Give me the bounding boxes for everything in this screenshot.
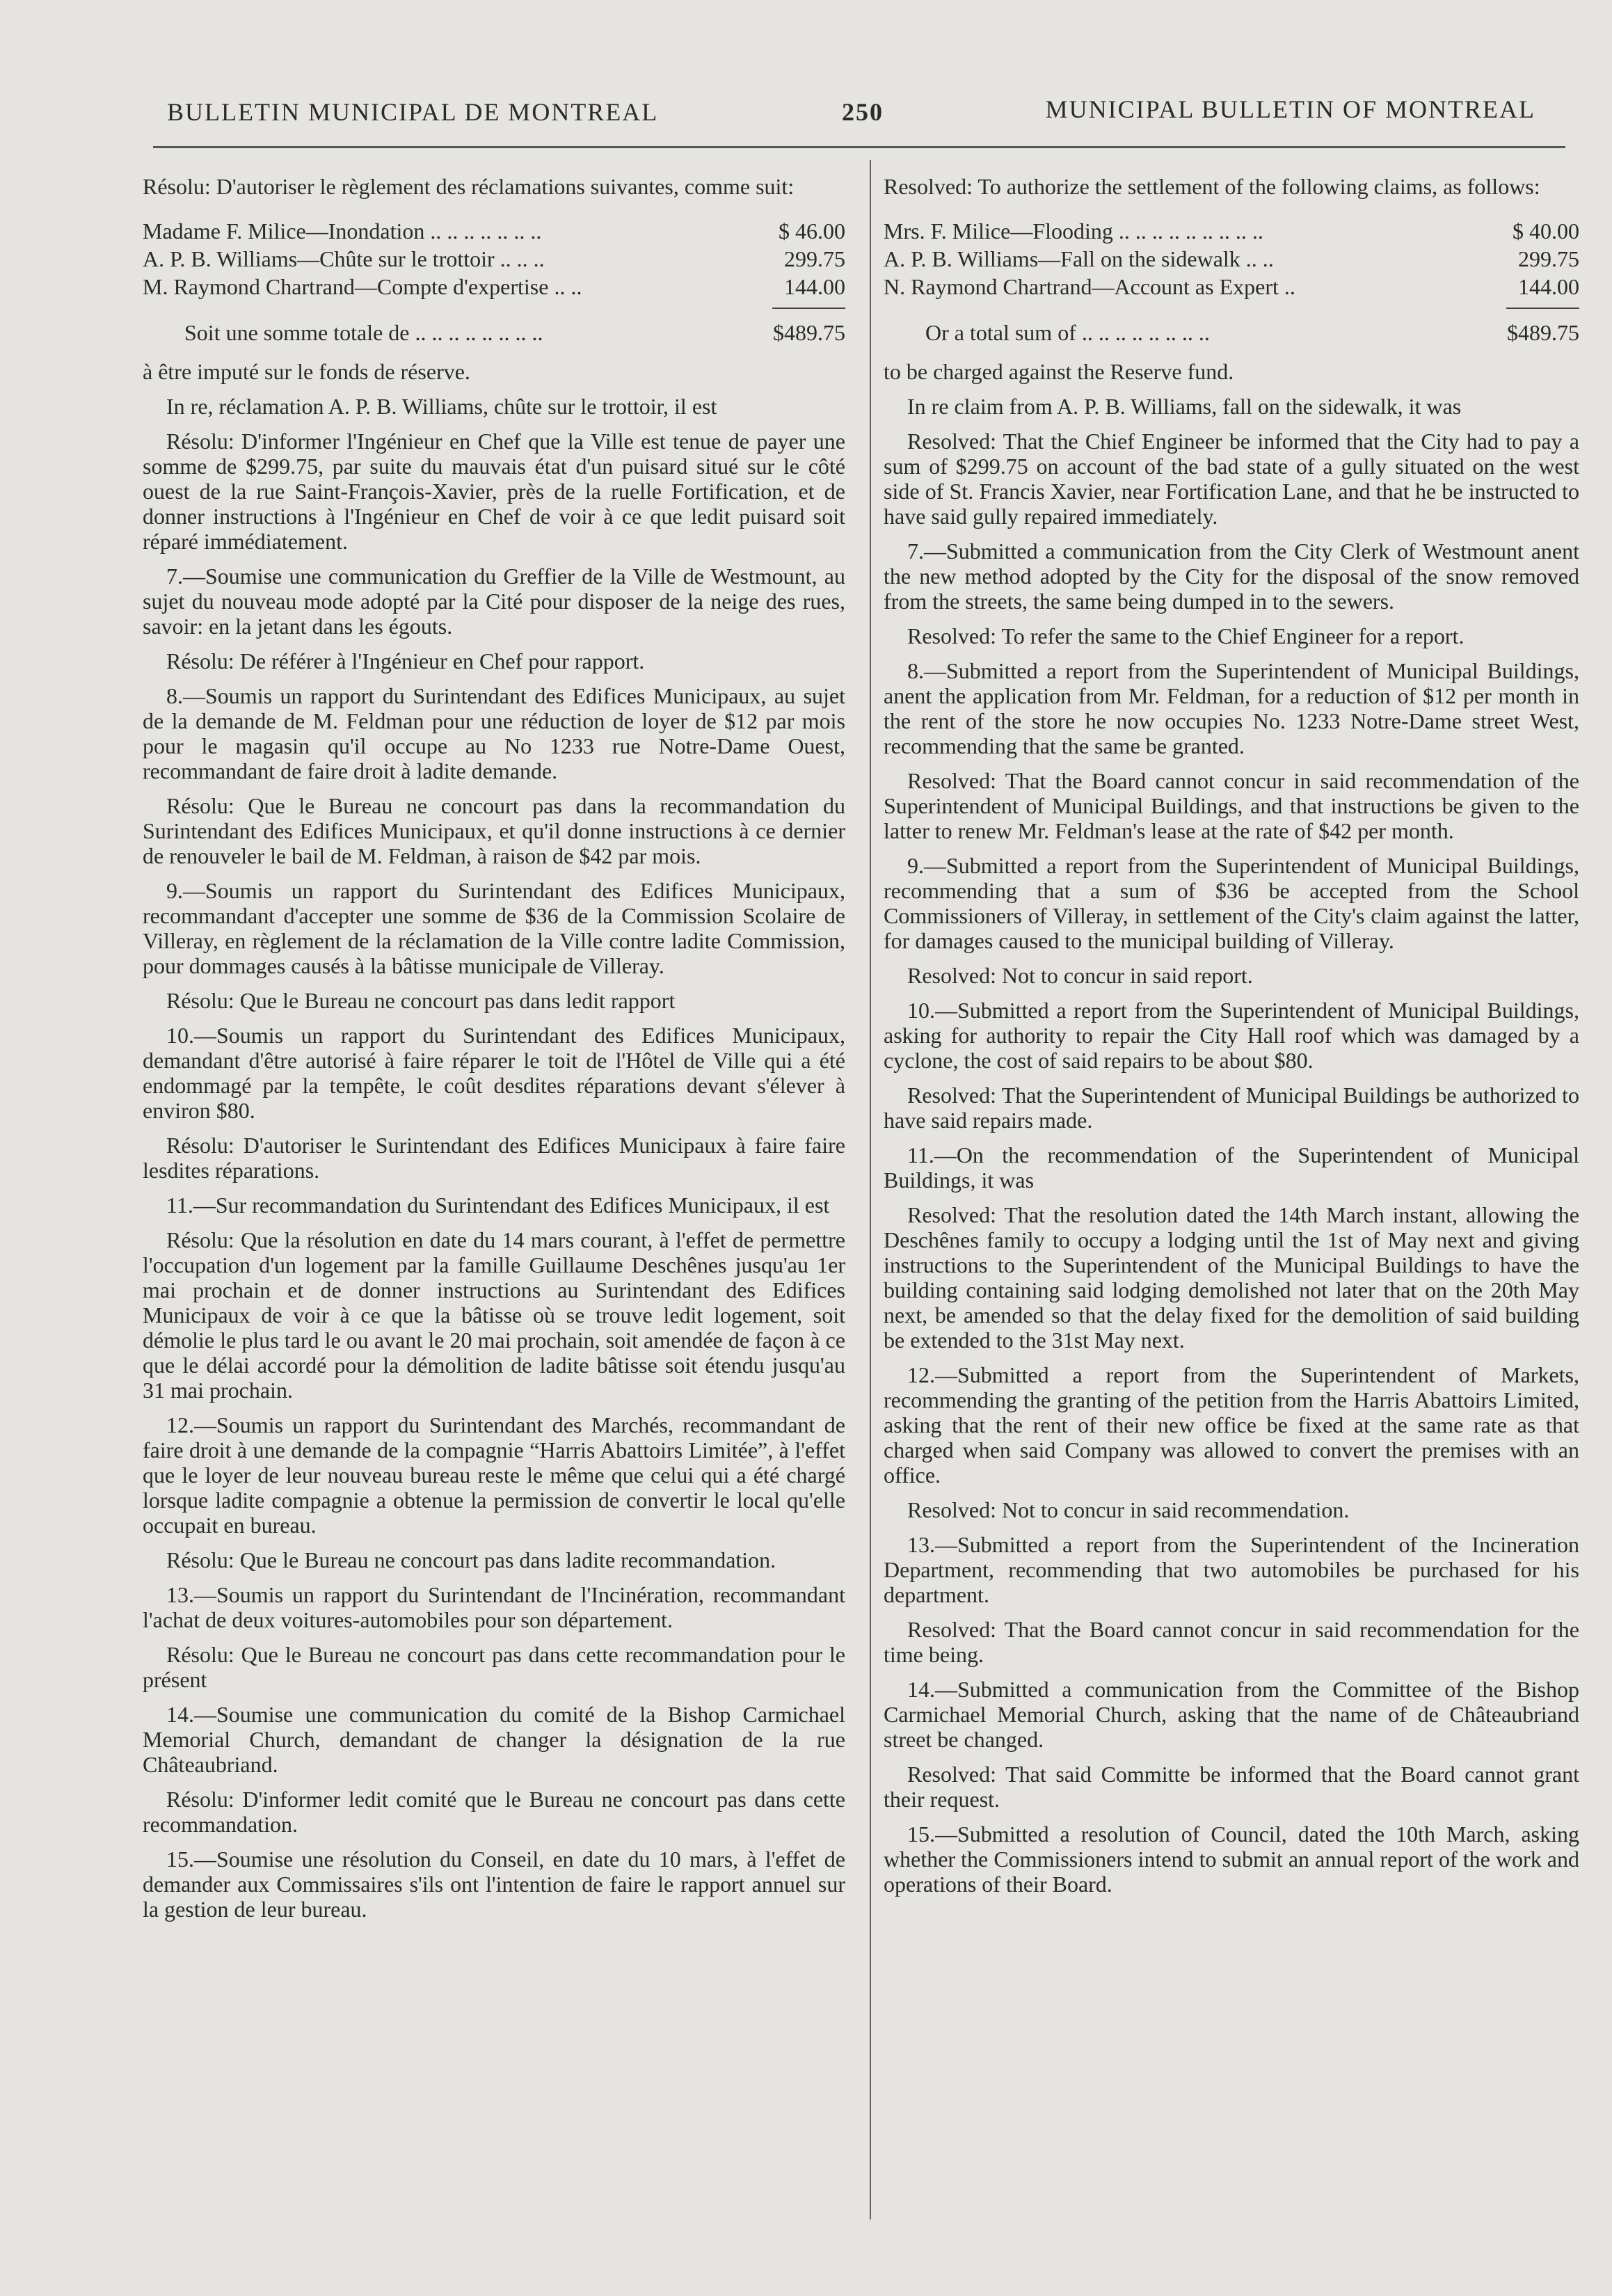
paragraph: 8.—Submitted a report from the Superintendent of Municipal Buildings, anent the application from Mr. Feldman, for a reduction of $12 per month in the rent of the store he now occupies No. 1233 Notre-Dame street West, recommending that the same be granted.: [884, 658, 1579, 758]
paragraph: Resolved: That said Committe be informed that the Board cannot grant their request.: [884, 1762, 1579, 1812]
paragraph: 10.—Submitted a report from the Superintendent of Municipal Buildings, asking for authority to repair the City Hall roof which was damaged by a cyclone, the cost of said repairs to be about $80.: [884, 998, 1579, 1073]
claim-amount: 299.75: [784, 246, 845, 271]
header-french-title: BULLETIN MUNICIPAL DE MONTREAL: [167, 98, 659, 126]
claim-row: [143, 218, 845, 246]
paragraph: 13.—Submitted a report from the Superintendent of the Incineration Department, recommending that two automobiles be purchased for his department.: [884, 1532, 1579, 1607]
claim-name: M. Raymond Chartrand—Compte d'expertise .. ..: [143, 274, 582, 299]
claims-total-row: [884, 320, 1579, 352]
paragraph: 13.—Soumis un rapport du Surintendant de l'Incinération, recommandant l'achat de deux voitures-automobiles pour son département.: [143, 1582, 845, 1632]
paragraph: 7.—Submitted a communication from the City Clerk of Westmount anent the new method adopted by the City for the disposal of the snow removed from the streets, the same being dumped in to the sewers.: [884, 539, 1579, 614]
paragraph: Resolved: Not to concur in said recommendation.: [907, 1497, 1350, 1522]
claims-table: [884, 218, 1579, 352]
paragraph: Résolu: Que la résolution en date du 14 mars courant, à l'effet de permettre l'occupation d'un logement par la famille Guillaume Deschênes jusqu'au 1er mai prochain et de donner instructions au Surintendant des Edifices Municipaux de voir à ce que la bâtisse où se trouve ledit logement, soit démolie le plus tard le ou avant le 20 mai prochain, soit amendée de façon à ce que le délai accordé pour la démolition de ladite bâtisse soit étendu jusqu'au 31 mai prochain.: [143, 1227, 845, 1403]
total-amount: $489.75: [773, 320, 845, 345]
total-amount: $489.75: [1507, 320, 1579, 345]
claim-name: A. P. B. Williams—Chûte sur le trottoir .. .. ..: [143, 246, 545, 271]
claims-intro: Resolved: To authorize the settlement of the following claims, as follows:: [884, 174, 1540, 199]
paragraph: Resolved: That the Board cannot concur in said recommendation of the Superintendent of Municipal Buildings, and that instructions be given to the latter to renew Mr. Feldman's lease at the rate of $42 per month.: [884, 768, 1579, 843]
claim-row: [884, 246, 1579, 274]
claim-amount: $ 46.00: [779, 218, 845, 244]
paragraph: Résolu: Que le Bureau ne concourt pas dans la recommandation du Surintendant des Edifices Municipaux, et qu'il donne instructions à ce dernier de renouveler le bail de M. Feldman, à raison de $42 par mois.: [143, 793, 845, 868]
paragraph: Resolved: That the resolution dated the 14th March instant, allowing the Deschênes family to occupy a lodging until the 1st of May next and giving instructions to the Superintendent of the Municipal Buildings to have the building containing said lodging demolished not later that on the 20th May next, be amended so that the delay fixed for the demolition of said building be extended to the 31st May next.: [884, 1202, 1579, 1353]
paragraph: Résolu: Que le Bureau ne concourt pas dans ledit rapport: [166, 988, 676, 1013]
paragraph: Resolved: That the Chief Engineer be informed that the City had to pay a sum of $299.75 on account of the bad state of a gully situated on the west side of St. Francis Xavier, near Fortification Lane, and that he be instructed to have said gully repaired immediately.: [884, 429, 1579, 529]
claims-table: [143, 218, 845, 352]
total-rule: [772, 308, 845, 314]
paragraph: 10.—Soumis un rapport du Surintendant des Edifices Municipaux, demandant d'être autorisé à faire réparer le toit de l'Hôtel de Ville qui a été endommagé par la tempête, le coût desdites réparations devant s'élever à environ $80.: [143, 1023, 845, 1123]
claims-total-row: [143, 320, 845, 352]
paragraph: 12.—Soumis un rapport du Surintendant des Marchés, recommandant de faire droit à une demande de la compagnie “Harris Abattoirs Limitée”, à l'effet que le loyer de leur nouveau bureau reste le même que celui qui a été chargé lorsque ladite compagnie a obtenue la permission de convertir le local qu'elle occupait en bureau.: [143, 1412, 845, 1538]
paragraph: 14.—Submitted a communication from the Committee of the Bishop Carmichael Memorial Church, asking that the name of de Châteaubriand street be changed.: [884, 1677, 1579, 1752]
paragraph: Resolved: That the Superintendent of Municipal Buildings be authorized to have said repairs made.: [884, 1083, 1579, 1133]
paragraph: Résolu: Que le Bureau ne concourt pas dans cette recommandation pour le présent: [143, 1642, 845, 1692]
paragraph: Résolu: D'autoriser le Surintendant des Edifices Municipaux à faire faire lesdites réparations.: [143, 1133, 845, 1183]
paragraph: Resolved: That the Board cannot concur in said recommendation for the time being.: [884, 1617, 1579, 1667]
claim-name: A. P. B. Williams—Fall on the sidewalk .. ..: [884, 246, 1274, 271]
paragraph: In re claim from A. P. B. Williams, fall on the sidewalk, it was: [907, 394, 1462, 419]
french-column: [143, 174, 845, 1931]
paragraph: 15.—Soumise une résolution du Conseil, en date du 10 mars, à l'effet de demander aux Commissaires s'ils ont l'intention de faire le rapport annuel sur la gestion de leur bureau.: [143, 1847, 845, 1922]
claim-name: N. Raymond Chartrand—Account as Expert ..: [884, 274, 1295, 299]
total-label: Or a total sum of .. .. .. .. .. .. .. ..: [925, 320, 1210, 345]
claim-amount: $ 40.00: [1513, 218, 1579, 244]
paragraph: 12.—Submitted a report from the Superintendent of Markets, recommending the granting of the petition from the Harris Abattoirs Limited, asking that the rent of their new office be fixed at the same rate as that charged when said Company was allowed to convert the premises with an office.: [884, 1362, 1579, 1488]
paragraph: 11.—Sur recommandation du Surintendant des Edifices Municipaux, il est: [166, 1193, 830, 1218]
claim-name: Mrs. F. Milice—Flooding .. .. .. .. .. .. .. .. ..: [884, 218, 1263, 244]
paragraph: Résolu: D'informer ledit comité que le Bureau ne concourt pas dans cette recommandation.: [143, 1787, 845, 1837]
header-rule: [153, 146, 1565, 148]
header-english-title: MUNICIPAL BULLETIN OF MONTREAL: [1045, 95, 1535, 123]
claim-row: [143, 246, 845, 274]
paragraph: 11.—On the recommendation of the Superintendent of Municipal Buildings, it was: [884, 1142, 1579, 1193]
claim-row: [884, 218, 1579, 246]
claim-amount: 299.75: [1518, 246, 1579, 271]
paragraph: 9.—Submitted a report from the Superintendent of Municipal Buildings, recommending that a sum of $36 be accepted from the School Commissioners of Villeray, in settlement of the City's claim against the latter, for damages caused to the municipal building of Villeray.: [884, 853, 1579, 953]
english-column: [884, 174, 1579, 1906]
paragraph: Résolu: De référer à l'Ingénieur en Chef pour rapport.: [166, 648, 645, 673]
page-number: 250: [842, 98, 884, 126]
claim-name: Madame F. Milice—Inondation .. .. .. .. .. .. ..: [143, 218, 542, 244]
paragraph: Résolu: D'informer l'Ingénieur en Chef que la Ville est tenue de payer une somme de $299.75, par suite du mauvais état d'un puisard situé sur le côté ouest de la rue Saint-François-Xavier, près de la ruelle Fortification, et de donner instructions à l'Ingénieur en Chef de voir à ce que ledit puisard soit réparé immédiatement.: [143, 429, 845, 554]
paragraph: to be charged against the Reserve fund.: [884, 359, 1234, 384]
claim-amount: 144.00: [784, 274, 845, 299]
claims-intro: Résolu: D'autoriser le règlement des réclamations suivantes, comme suit:: [143, 174, 795, 199]
column-divider: [870, 160, 871, 2219]
claim-row: [143, 274, 845, 302]
paragraph: 7.—Soumise une communication du Greffier de la Ville de Westmount, au sujet du nouveau mode adopté par la Cité pour disposer de la neige des rues, savoir: en la jetant dans les égouts.: [143, 564, 845, 639]
paragraph: 15.—Submitted a resolution of Council, dated the 10th March, asking whether the Commissioners intend to submit an annual report of the work and operations of their Board.: [884, 1821, 1579, 1897]
claim-row: [884, 274, 1579, 302]
page-header: [167, 90, 1535, 132]
paragraph: 8.—Soumis un rapport du Surintendant des Edifices Municipaux, au sujet de la demande de M. Feldman pour une réduction de loyer de $12 par mois pour le magasin qu'il occupe au No 1233 rue Notre-Dame Ouest, recommandant de faire droit à ladite demande.: [143, 683, 845, 783]
paragraph: 9.—Soumis un rapport du Surintendant des Edifices Municipaux, recommandant d'accepter une somme de $36 de la Commission Scolaire de Villeray, en règlement de la réclamation de la Ville contre ladite Commission, pour dommages causés à la bâtisse municipale de Villeray.: [143, 878, 845, 978]
paragraph: Résolu: Que le Bureau ne concourt pas dans ladite recommandation.: [166, 1547, 776, 1572]
claim-amount: 144.00: [1518, 274, 1579, 299]
paragraph: In re, réclamation A. P. B. Williams, chûte sur le trottoir, il est: [166, 394, 717, 419]
total-label: Soit une somme totale de .. .. .. .. .. .. .. ..: [184, 320, 543, 345]
paragraph: Resolved: Not to concur in said report.: [907, 963, 1253, 988]
paragraph: à être imputé sur le fonds de réserve.: [143, 359, 470, 384]
paragraph: Resolved: To refer the same to the Chief Engineer for a report.: [907, 623, 1465, 648]
total-rule: [1506, 308, 1579, 314]
paragraph: 14.—Soumise une communication du comité de la Bishop Carmichael Memorial Church, demandant de changer la désignation de la rue Châteaubriand.: [143, 1702, 845, 1777]
